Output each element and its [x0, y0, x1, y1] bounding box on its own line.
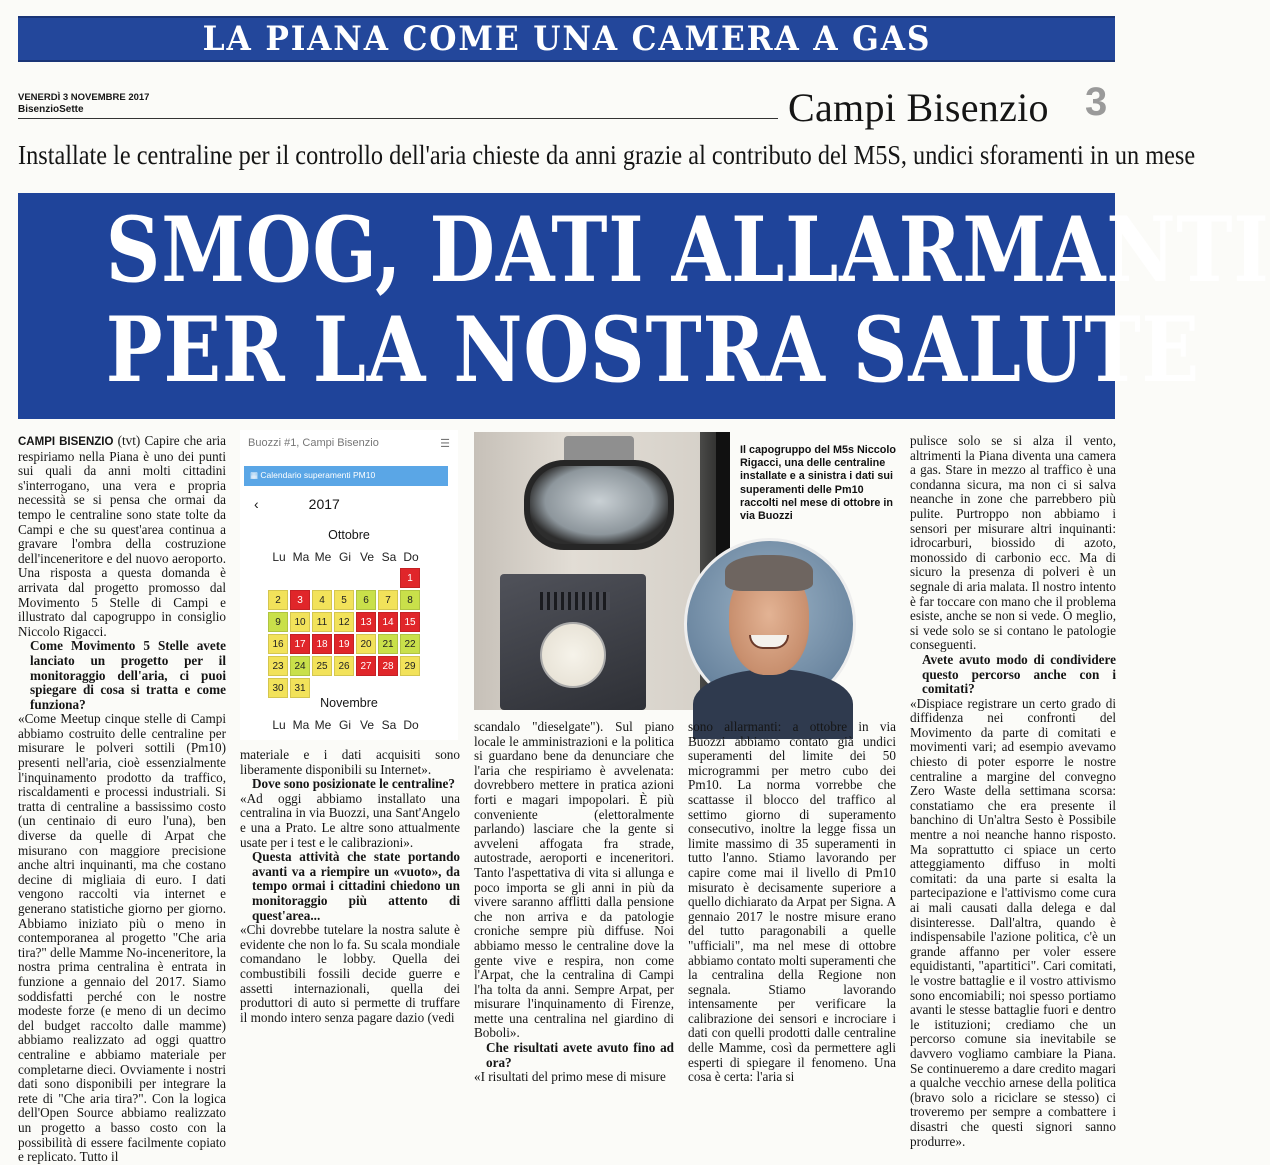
calendar-day: 1: [400, 568, 420, 588]
sensor-box: [500, 574, 646, 710]
weekday-label: Ve: [359, 550, 374, 564]
calendar-day: 15: [400, 612, 420, 632]
publication-name: BisenzioSette: [18, 104, 84, 115]
calendar-day: 30: [268, 678, 288, 698]
answer-4: «I risultati del primo mese di misure: [474, 1069, 666, 1085]
calendar-day: 7: [378, 590, 398, 610]
question-2: Dove sono posizionate le centraline?: [252, 776, 455, 792]
calendar-day: 26: [334, 656, 354, 676]
weekday-label: Ma: [292, 550, 310, 564]
calendar-month: Ottobre: [328, 528, 370, 542]
calendar-day: 4: [312, 590, 332, 610]
answer-4-continued: sono allarmanti: a ottobre in via Buozzi abbiamo contato già undici superamenti del limite dei 50 microgrammi per metro cubo dei Pm10. La norma vorrebbe che scattasse il blocco del traffico al settimo giorno di superamento consecutivo, inoltre la legge fissa un limite massimo di 35 superamenti in tutto l'anno. Stiamo lavorando per capire come mai il livello di Pm10 misurato è decisamente superiore a quello dichiarato da Arpat per Signa. A gennaio 2017 le nostre misure erano del tutto paragonabili a quelle "ufficiali", ma nel mese di ottobre abbiamo contato molti superamenti che la centralina della Regione non segnala. Stiamo lavorando intensamente per verificare la calibrazione dei sensori e incrociare i dati con quelli prodotti dalle centraline delle Mamme, così da permettere agli esperti di spiegare il fenomeno. Una cosa è certa: l'aria si: [688, 719, 897, 1085]
headline-line-1: SMOG, DATI ALLARMANTI: [105, 197, 1270, 303]
weekday-label: Ma: [292, 718, 310, 732]
year-row: [254, 496, 444, 512]
calendar-icon: ▦: [250, 470, 261, 480]
question-3: Questa attività che state portando avanti va a riempire un «vuoto», da tempo ormai i cittadini chiedono un monitoraggio più attento di quest'area...: [252, 849, 460, 923]
calendar-day: 17: [290, 634, 310, 654]
weekday-label: Do: [403, 718, 419, 732]
outdoor-lamp: [524, 460, 674, 550]
chevron-left-icon: ‹: [254, 496, 259, 512]
calendar-day: 2: [268, 590, 288, 610]
folio-rule: [18, 118, 778, 119]
answer-1: «Come Meetup cinque stelle di Campi abbiamo costruito delle centraline per misurare le polveri sottili (Pm10) presenti nell'aria, cioè essenzialmente l'inquinamento prodotto da traffico, riscaldamenti e processi industriali. Si tratta di centraline a bassissimo costo (un centinaio di euro l'una), ben diverse da quelle di Arpat che misurano con maggiore precisione anche altri inquinanti, ma che costano decine di migliaia di euro. I dati vengono raccolti via internet e generano statistiche giorno per giorno. Abbiamo iniziato più o meno in contemporanea al progetto "Che aria tira?" delle Mamme No-inceneritore, la nostra prima centralina è entrata in funzione a gennaio del 2017. Siamo soddisfatti perché con le nostre modeste forze (e meno di un decimo del budget raccolto dalle mamme) abbiamo realizzato ad oggi quattro centraline e abbiamo materiale per completarne dieci. Ovviamente i nostri dati sono disponibili per integrare la rete di "Che aria tira?". Con la logica dell'Open Source abbiamo realizzato un progetto a basso costo con la possibilità di essere facilmente copiato e replicato. Tutto il: [18, 711, 226, 1165]
calendar-day: 22: [400, 634, 420, 654]
page-number: 3: [1085, 80, 1108, 124]
article-column-5: [910, 434, 1116, 1149]
app-title: Buozzi #1, Campi Bisenzio: [248, 437, 379, 449]
calendar-day: 5: [334, 590, 354, 610]
question-1: Come Movimento 5 Stelle avete lanciato un progetto per il monitoraggio dell'aria, ci puoi spiegare di cosa si tratta e come funziona?: [30, 638, 226, 712]
calendar-day: 6: [356, 590, 376, 610]
photo-air-sensor: [474, 432, 722, 710]
calendar-day: 29: [400, 656, 420, 676]
vent-grille: [540, 592, 610, 610]
answer-2: «Ad oggi abbiamo installato una centralina in via Buozzi, una Sant'Angelo e una a Prato. Le altre sono attualmente usate per i test e le calibrazioni».: [240, 790, 460, 850]
answer-3-end: scandalo "dieselgate"). Sul piano locale le amministrazioni e la politica si guardano bene da denunciare che l'aria che respiriamo è avvelenata: dovrebbero mettere in pratica azioni forti e magari impopolari. È più conveniente (elettoralmente parlando) lasciare che la gente si avveleni affogata fra strade, autostrade, aeroporti e inceneritori. Tanto l'aspettativa di vita si allunga e poco importa se gli anni in più da vivere saranno afflitti dalla pensione che non arriva e da patologie croniche sempre più diffuse. Noi abbiamo messo le centraline dove la gente vive e respira, non come l'Arpat, che la centralina di Campi l'ha tolta da anni. Sempre Arpat, per misurare l'inquinamento di Firenze, mette una centralina nel giardino di Boboli».: [474, 719, 674, 1041]
weekday-label: Gi: [339, 550, 351, 564]
hamburger-menu-icon: ☰: [440, 437, 450, 450]
calendar-day: 18: [312, 634, 332, 654]
question-5: Avete avuto modo di condividere questo percorso anche con i comitati?: [922, 651, 1116, 697]
weekday-label: Ve: [359, 718, 374, 732]
dateline: CAMPI BISENZIO: [18, 436, 114, 448]
calendar-day: 12: [334, 612, 354, 632]
answer-4-end: pulisce solo se si alza il vento, altrimenti la Piana diventa una camera a gas. Stare in mezzo al traffico è una condanna sicura, ma non ci si salva neanche in zone che parrebbero più pulite. Purtroppo non abbiamo i sensori per misurare altri inquinanti: idrocarburi, biossido di azoto, monossido di carbonio ecc. Ma di sicuro la presenza di polveri è un segnale di aria malata. Il nostro intento è far toccare con mano che il problema esiste, anche se non si vede. O meglio, si vede solo se si contano le patologie conseguenti.: [910, 433, 1116, 653]
calendar-day: 13: [356, 612, 376, 632]
calendar-next-month: Novembre: [320, 696, 378, 710]
calendar-day: 10: [290, 612, 310, 632]
portrait-photo: [684, 538, 856, 710]
calendar-year: 2017: [308, 496, 340, 512]
weekday-label: Lu: [272, 718, 286, 732]
banner-title: LA PIANA COME UNA CAMERA A GAS: [202, 19, 931, 59]
answer-5: «Dispiace registrare un certo grado di diffidenza nei confronti del Movimento da parte di comitati e movimenti vari; ad esempio avevamo chiesto di poter esporre le nostre centraline a margine del convegno Zero Waste della settimana scorsa: constatiamo che era presente il banchino di Un'altra Sesto è Possibile mentre a noi neanche hanno risposto. Ma soprattutto ci spiace un certo atteggiamento diffuso in molti comitati: da una parte si esalta la partecipazione e l'attivismo come cura ai mali causati dalla delega e dal disinteresse. Dall'altra, quando è indispensabile l'azione politica, c'è un grande affanno per voler essere equidistanti, "apartitici". Cari comitati, le vostre battaglie e il vostro attivismo sono encomiabili; noi spesso portiamo avanti le stesse battaglie fuori e dentro le istituzioni; crediamo che un percorso comune sia inevitabile se davvero vogliamo cambiare la Piana. Se continueremo a dare credito magari a qualche vecchio arnese della politica (bravo solo a riciclare se stesso) ci troveremo per sempre a combattere i disastri che questi signori sanno produrre».: [910, 695, 1116, 1149]
article-column-1: [18, 434, 226, 1165]
issue-date: VENERDÌ 3 NOVEMBRE 2017: [18, 92, 150, 103]
calendar-day: 3: [290, 590, 310, 610]
calendar-day: 9: [268, 612, 288, 632]
calendar-day: 14: [378, 612, 398, 632]
article-column-2: [240, 748, 460, 1025]
calendar-day: 16: [268, 634, 288, 654]
calendar-day: 31: [290, 678, 310, 698]
question-4: Che risultati avete avuto fino ad ora?: [486, 1040, 674, 1070]
calendar-header-label: Calendario superamenti PM10: [260, 470, 376, 480]
article-column-3: [474, 720, 674, 1085]
app-titlebar: [240, 430, 458, 456]
photo-caption: Il capogruppo del M5s Niccolo Rigacci, una delle centraline installate e a sinistra i dati sui superamenti delle Pm10 raccolti nel mese di ottobre in via Buozzi: [740, 444, 896, 523]
answer-3: «Chi dovrebbe tutelare la nostra salute è evidente che non lo fa. Su scala mondiale comandano le lobby. Quella dei combustibili fossili decide guerre e assetti internazionali, quella dei produttori di auto si permette di truffare il mondo intero senza pagare dazio (vedi: [240, 922, 460, 1025]
top-banner: [18, 16, 1115, 62]
calendar-header: [244, 466, 448, 486]
weekday-row-2: [268, 718, 422, 732]
m5s-sticker: [540, 622, 606, 688]
phone-screenshot: [240, 430, 458, 740]
headline-box: [18, 193, 1270, 419]
hair: [725, 555, 813, 591]
calendar-day: 25: [312, 656, 332, 676]
calendar-day: 28: [378, 656, 398, 676]
calendar-day: 24: [290, 656, 310, 676]
section-name: Campi Bisenzio: [788, 85, 1049, 130]
calendar-day: 20: [356, 634, 376, 654]
calendar-day: 19: [334, 634, 354, 654]
headline-line-2: PER LA NOSTRA SALUTE: [105, 297, 1201, 403]
article-lead: (tvt) Capire che aria respiriamo nella Piana è uno dei punti sui quali da anni molti cittadini s'interrogano, una vera e propria necessità se si pensa che ormai da tempo le centraline sono state tolte da Campi e che su quest'area continua a gravare l'ombra della costruzione dell'inceneritore e del nuovo aeroporto. Una risposta a questa domanda è arrivata dal progetto promosso dal Movimento 5 Stelle di Campi e illustrato dal capogruppo in consiglio Niccolo Rigacci.: [18, 433, 227, 639]
weekday-label: Me: [314, 550, 332, 564]
calendar-day: 8: [400, 590, 420, 610]
article-column-4: [688, 720, 896, 1085]
subheadline: Installate le centraline per il controllo dell'aria chieste da anni grazie al contributo del M5S, undici sforamenti in un mese: [18, 140, 1196, 170]
weekday-label: Do: [403, 550, 419, 564]
calendar-day: 23: [268, 656, 288, 676]
weekday-label: Lu: [272, 550, 286, 564]
weekday-label: Gi: [339, 718, 351, 732]
calendar-day: 21: [378, 634, 398, 654]
answer-1-end: materiale e i dati acquisiti sono liberamente disponibili su Internet».: [240, 747, 460, 777]
weekday-label: Me: [314, 718, 332, 732]
calendar-day: 27: [356, 656, 376, 676]
weekday-row: [268, 550, 422, 564]
weekday-label: Sa: [381, 550, 397, 564]
weekday-label: Sa: [381, 718, 397, 732]
calendar-day: 11: [312, 612, 332, 632]
